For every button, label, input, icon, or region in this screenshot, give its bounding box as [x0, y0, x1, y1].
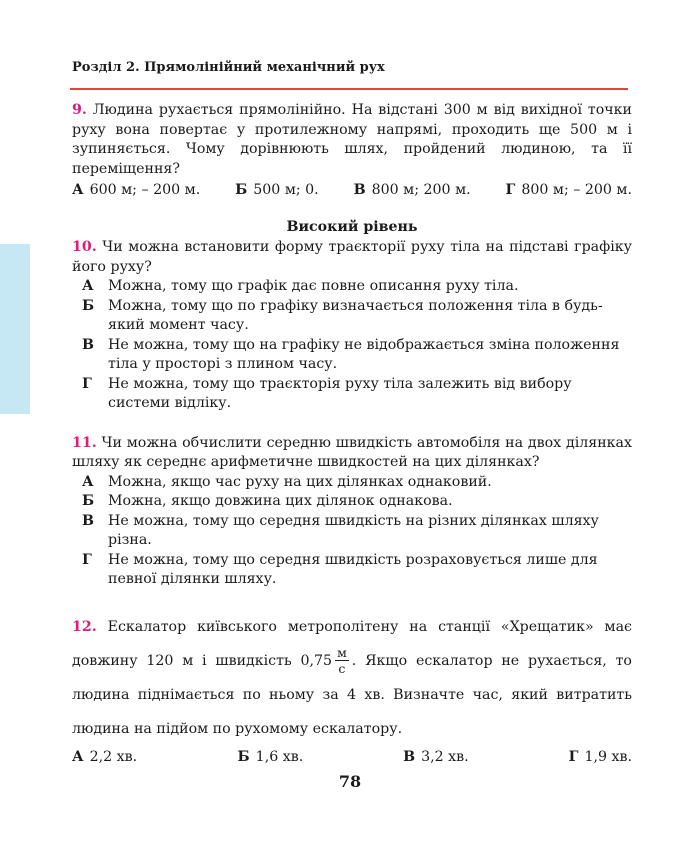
option-a: А Можна, якщо час руху на цих ділянках однаковий.: [82, 473, 492, 490]
option-b: Б Можна, якщо довжина цих ділянок однакова.: [82, 493, 453, 509]
option-b: Б Можна, тому що по графіку визначається положення тіла в будь-який момент часу.: [82, 297, 603, 333]
option-a: А Можна, тому що графік дає повне описання руху тіла.: [82, 278, 519, 294]
answer-a: А 600 м; – 200 м.: [72, 182, 201, 198]
answer-row: [72, 181, 632, 201]
question-9: [72, 101, 632, 201]
answer-row: [72, 748, 632, 768]
side-tab: [0, 244, 30, 414]
question-text: Чи можна встановити форму траєкторії руху тіла на підставі графіку його руху?: [72, 239, 632, 275]
header-rule: [70, 88, 628, 90]
page-content: [72, 101, 632, 767]
section-title: Високий рівень: [286, 218, 418, 235]
question-text: Чи можна обчислити середню швидкість автомобіля на двох ділянках шляху як середнє арифметичне швидкостей на цих ділянках?: [72, 434, 632, 470]
answer-g: Г 1,9 хв.: [568, 748, 633, 765]
question-number: 12.: [72, 618, 97, 635]
question-11: [72, 434, 632, 590]
answer-a: А 2,2 хв.: [72, 748, 138, 765]
option-v: В Не можна, тому що на графіку не відображається зміна положення тіла у просторі з плином часу.: [82, 336, 620, 372]
question-12: [72, 610, 632, 768]
question-number: 10.: [72, 239, 97, 255]
option-g: Г Не можна, тому що траєкторія руху тіла залежить від вибору системи відліку.: [82, 375, 572, 411]
question-text: Людина рухається прямолінійно. На відстані 300 м від вихідної точки руху вона повертає у протилежному напрямі, проходить ще 500 м і зупиняється. Чому дорівнюють шлях, пройдений людиною, та її переміщення?: [72, 102, 632, 177]
answer-b: Б 1,6 хв.: [237, 748, 304, 765]
question-text-part1: Ескалатор київського метрополітену на станції «Хрещатик» має довжину 120 м і швидкість 0,75: [72, 618, 632, 669]
question-number: 9.: [72, 102, 87, 118]
question-number: 11.: [72, 434, 97, 451]
question-text-part2: . Якщо ескалатор не рухається, то людина піднімається по ньому за 4 хв. Визначте час, який витратить людина на підйом по рухомому ескалатору.: [72, 652, 632, 737]
page-header: Розділ 2. Прямолінійний механічний рух: [72, 60, 385, 75]
answer-b: Б 500 м; 0.: [235, 182, 319, 198]
option-v: В Не можна, тому що середня швидкість на різних ділянках шляху різна.: [82, 512, 599, 548]
option-g: Г Не можна, тому що середня швидкість розраховується лише для певної ділянки шляху.: [82, 551, 598, 587]
answer-g: Г 800 м; – 200 м.: [505, 182, 632, 198]
unit-fraction: $\frac{м}{с}$: [337, 645, 347, 676]
answer-v: В 800 м; 200 м.: [353, 182, 471, 198]
answer-v: В 3,2 хв.: [403, 748, 469, 765]
page-number: 78: [338, 772, 362, 791]
question-10: [72, 238, 632, 414]
